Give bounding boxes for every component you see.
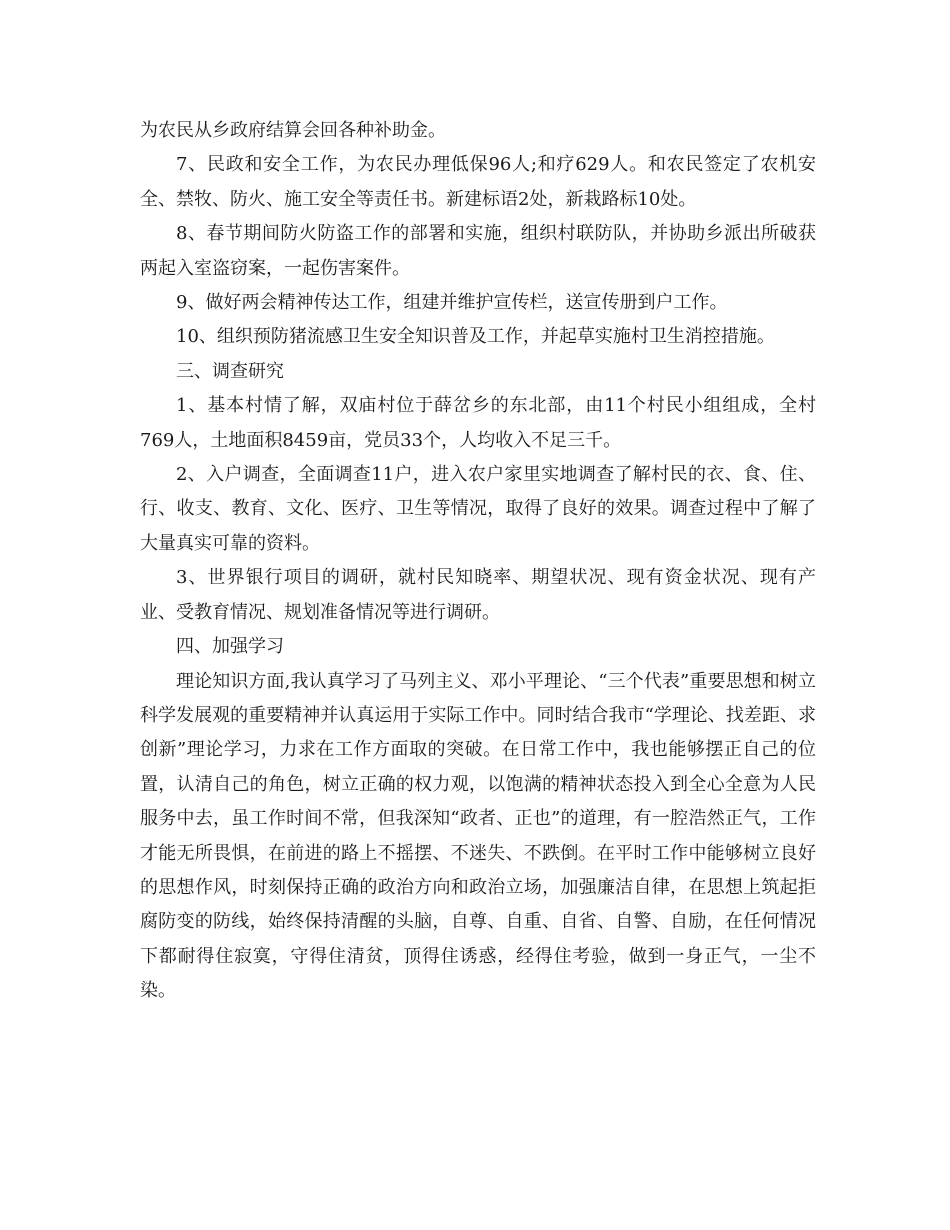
- document-body: [140, 114, 816, 1009]
- paragraph-study: 理论知识方面,我认真学习了马列主义、邓小平理论、“三个代表”重要思想和树立科学发展观的重要精神并认真运用于实际工作中。同时结合我市“学理论、找差距、求创新”理论学习，力求在工作方面取的突破。在日常工作中，我也能够摆正自己的位置，认清自己的角色，树立正确的权力观，以饱满的精神状态投入到全心全意为人民服务中去，虽工作时间不常，但我深知“政者、正也”的道理，有一腔浩然正气，工作才能无所畏惧，在前进的路上不摇摆、不迷失、不跌倒。在平时工作中能够树立良好的思想作风，时刻保持正确的政治方向和政治立场，加强廉洁自律，在思想上筑起拒腐防变的防线，始终保持清醒的头脑，自尊、自重、自省、自警、自励，在任何情况下都耐得住寂寞，守得住清贫，顶得住诱惑，经得住考验，做到一身正气，一尘不染。: [140, 670, 816, 1002]
- paragraph-research-3: 3、世界银行项目的调研，就村民知晓率、期望状况、现有资金状况、现有产业、受教育情况、规划准备情况等进行调研。: [140, 567, 816, 623]
- section-heading-study: 四、加强学习: [176, 636, 284, 658]
- paragraph-item-8: 8、春节期间防火防盗工作的部署和实施，组织村联防队，并协助乡派出所破获两起入室盗窃案，一起伤害案件。: [140, 223, 816, 279]
- paragraph-item-10: 10、组织预防猪流感卫生安全知识普及工作，并起草实施村卫生消控措施。: [176, 326, 775, 348]
- paragraph-item-7: 7、民政和安全工作，为农民办理低保96人;和疗629人。和农民签定了农机安全、禁牧、防火、施工安全等责任书。新建标语2处，新栽路标10处。: [140, 154, 816, 210]
- section-heading-research: 三、调查研究: [176, 360, 284, 382]
- paragraph-research-2: 2、入户调查，全面调查11户，进入农户家里实地调查了解村民的衣、食、住、行、收支、教育、文化、医疗、卫生等情况，取得了良好的效果。调查过程中了解了大量真实可靠的资料。: [140, 464, 816, 554]
- paragraph-continuation: 为农民从乡政府结算会回各种补助金。: [140, 120, 446, 141]
- paragraph-item-9: 9、做好两会精神传达工作，组建并维护宣传栏，送宣传册到户工作。: [176, 292, 728, 314]
- paragraph-research-1: 1、基本村情了解，双庙村位于薛岔乡的东北部，由11个村民小组组成，全村769人，土地面积8459亩，党员33个，人均收入不足三千。: [140, 395, 816, 451]
